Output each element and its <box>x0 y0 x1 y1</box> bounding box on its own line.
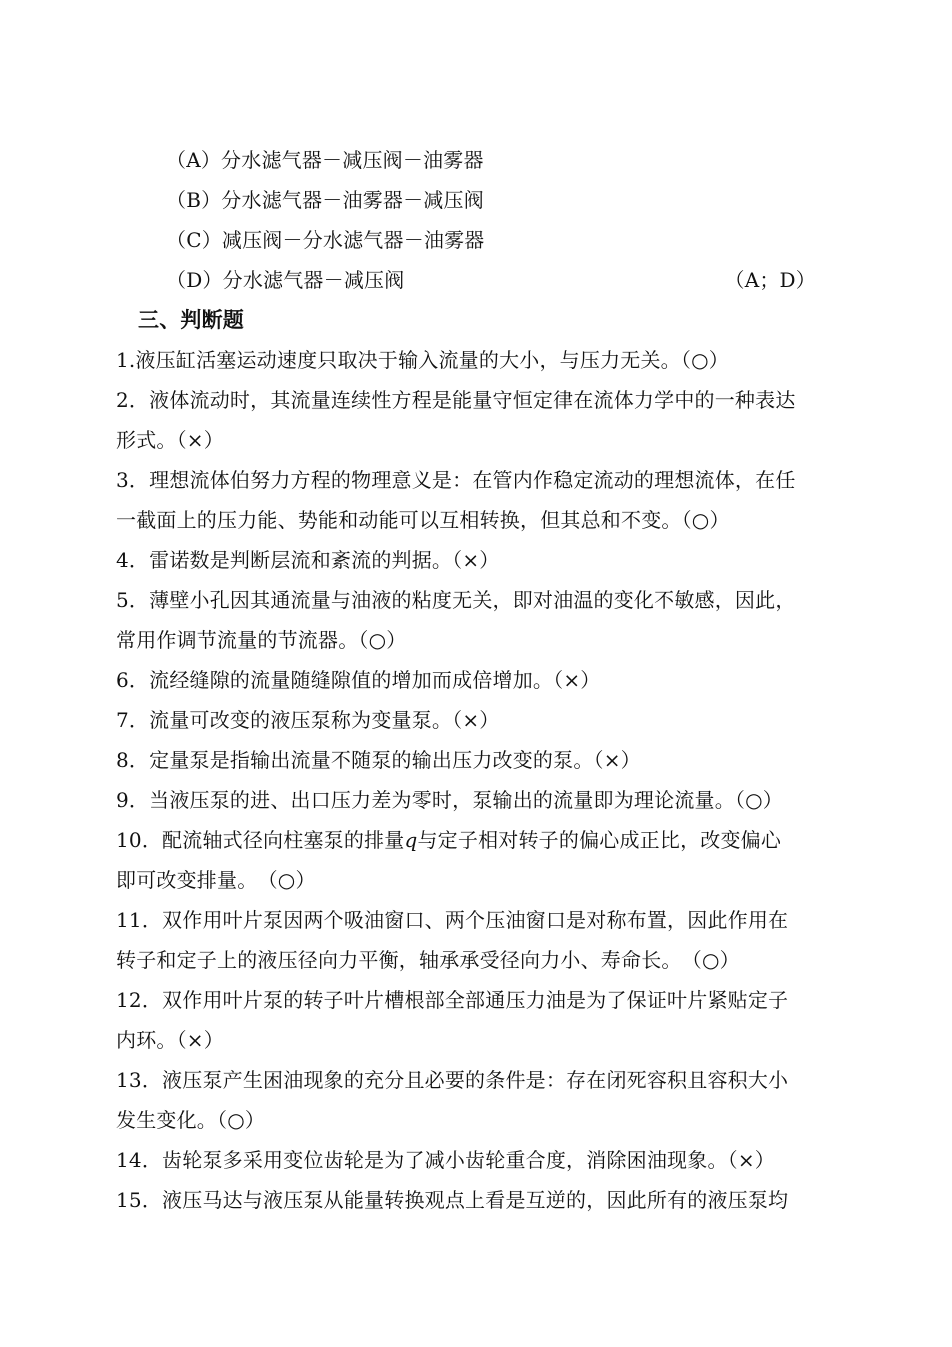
question-line: 即可改变排量。 （○） <box>116 868 316 892</box>
question-line: 11．双作用叶片泵因两个吸油窗口、两个压油窗口是对称布置，因此作用在 <box>116 908 789 932</box>
question-line: 14．齿轮泵多采用变位齿轮是为了减小齿轮重合度，消除困油现象。（×） <box>116 1148 776 1172</box>
question-line: 7．流量可改变的液压泵称为变量泵。（×） <box>116 708 500 732</box>
question-line: 4．雷诺数是判断层流和紊流的判据。（×） <box>116 548 500 572</box>
question-line: 常用作调节流量的节流器。（○） <box>116 628 407 652</box>
question-line: 1.液压缸活塞运动速度只取决于输入流量的大小，与压力无关。（○） <box>116 348 729 372</box>
question-line: 内环。（×） <box>116 1028 224 1052</box>
question-line: 9．当液压泵的进、出口压力差为零时，泵输出的流量即为理论流量。（○） <box>116 788 783 812</box>
option-d <box>166 266 816 294</box>
option-b: （B）分水滤气器－油雾器－减压阀 <box>166 188 484 212</box>
question-line: 15．液压马达与液压泵从能量转换观点上看是互逆的，因此所有的液压泵均 <box>116 1188 789 1212</box>
question-line-10 <box>116 826 866 854</box>
question-line: 13．液压泵产生困油现象的充分且必要的条件是：存在闭死容积且容积大小 <box>116 1068 789 1092</box>
question-10-variable: q <box>404 828 418 852</box>
question-line: 形式。（×） <box>116 428 224 452</box>
question-10-part2: 与定子相对转子的偏心成正比，改变偏心 <box>417 828 782 852</box>
question-line: 2．液体流动时，其流量连续性方程是能量守恒定律在流体力学中的一种表达 <box>116 388 796 412</box>
question-line: 发生变化。（○） <box>116 1108 266 1132</box>
question-line: 转子和定子上的液压径向力平衡，轴承承受径向力小、寿命长。 （○） <box>116 948 740 972</box>
question-line: 一截面上的压力能、势能和动能可以互相转换，但其总和不变。（○） <box>116 508 730 532</box>
question-line: 12．双作用叶片泵的转子叶片槽根部全部通压力油是为了保证叶片紧贴定子 <box>116 988 789 1012</box>
question-line: 3．理想流体伯努力方程的物理意义是：在管内作稳定流动的理想流体，在任 <box>116 468 796 492</box>
option-a: （A）分水滤气器－减压阀－油雾器 <box>166 148 484 172</box>
question-line: 8．定量泵是指输出流量不随泵的输出压力改变的泵。（×） <box>116 748 641 772</box>
section-title: 三、判断题 <box>138 308 244 332</box>
question-line: 6．流经缝隙的流量随缝隙值的增加而成倍增加。（×） <box>116 668 601 692</box>
option-d-text: （D）分水滤气器－减压阀 <box>166 268 405 292</box>
question-10-part1: 10．配流轴式径向柱塞泵的排量 <box>116 828 405 852</box>
question-line: 5．薄壁小孔因其通流量与油液的粘度无关，即对油温的变化不敏感，因此， <box>116 588 796 612</box>
option-answer: （A；D） <box>724 268 816 292</box>
option-c: （C）减压阀－分水滤气器－油雾器 <box>166 228 485 252</box>
